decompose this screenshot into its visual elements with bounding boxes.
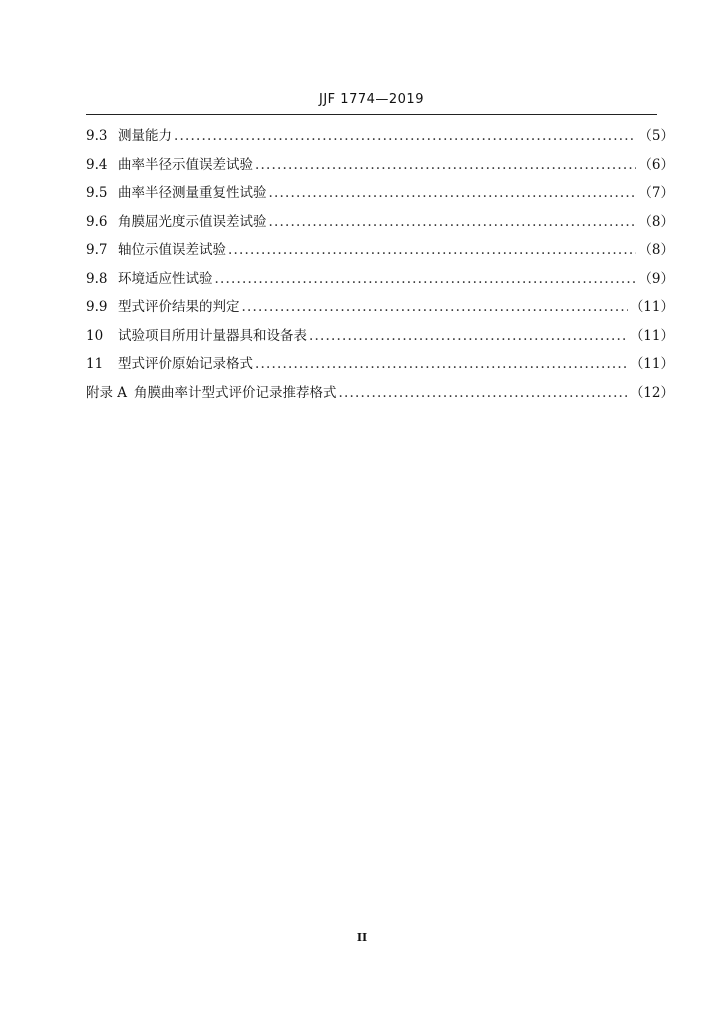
toc-entry-page: （8） [638, 242, 674, 258]
toc-entry-page: （5） [638, 128, 674, 144]
dot-leader [255, 157, 636, 173]
toc-entry-title: 角膜屈光度示值误差试验 [118, 213, 267, 230]
toc-entry-9-3[interactable] [86, 124, 674, 153]
toc-entry-11[interactable] [86, 352, 674, 381]
toc-entry-page: （9） [638, 270, 674, 287]
toc-entry-number: 附录 A [86, 384, 128, 401]
toc-entry-number: 9.8 [86, 270, 108, 287]
dot-leader [215, 271, 637, 287]
toc-entry-number: 9.9 [86, 299, 108, 315]
dot-leader [174, 128, 636, 144]
toc-entry-9-8[interactable] [86, 267, 674, 296]
toc-entry-9-6[interactable] [86, 210, 674, 239]
toc-entry-number: 9.6 [86, 213, 108, 230]
toc-entry-title: 型式评价原始记录格式 [118, 356, 253, 372]
toc-entry-page: （11） [629, 299, 674, 315]
toc-entry-page: （8） [638, 213, 674, 230]
dot-leader [269, 214, 637, 230]
dot-leader [309, 328, 628, 344]
toc-entry-10[interactable] [86, 324, 674, 353]
header-rule [86, 114, 657, 115]
dot-leader [242, 299, 628, 315]
toc-entry-page: （7） [638, 185, 674, 201]
toc-entry-title: 型式评价结果的判定 [118, 299, 240, 315]
toc-entry-title: 试验项目所用计量器具和设备表 [118, 327, 307, 344]
dot-leader [339, 385, 628, 401]
table-of-contents [86, 124, 674, 409]
dot-leader [228, 242, 636, 258]
toc-entry-page: （11） [629, 356, 674, 372]
toc-entry-number: 9.5 [86, 185, 108, 201]
toc-entry-number: 11 [86, 356, 104, 372]
toc-entry-title: 曲率半径示值误差试验 [118, 156, 253, 173]
document-header-code: JJF 1774—2019 [319, 92, 424, 107]
page-number: II [356, 931, 368, 944]
dot-leader [255, 356, 628, 372]
toc-entry-title: 轴位示值误差试验 [118, 242, 226, 258]
toc-entry-9-9[interactable] [86, 295, 674, 324]
toc-entry-title: 测量能力 [118, 128, 172, 144]
toc-entry-number: 9.3 [86, 128, 108, 144]
toc-entry-number: 9.4 [86, 156, 108, 173]
toc-entry-page: （6） [638, 156, 674, 173]
toc-entry-9-5[interactable] [86, 181, 674, 210]
toc-entry-title: 角膜曲率计型式评价记录推荐格式 [134, 384, 337, 401]
toc-entry-number: 9.7 [86, 242, 108, 258]
toc-entry-title: 曲率半径测量重复性试验 [118, 185, 267, 201]
toc-entry-9-4[interactable] [86, 153, 674, 182]
toc-entry-page: （12） [629, 384, 674, 401]
toc-entry-page: （11） [629, 327, 674, 344]
toc-entry-title: 环境适应性试验 [118, 270, 213, 287]
toc-entry-9-7[interactable] [86, 238, 674, 267]
toc-entry-number: 10 [86, 327, 104, 344]
toc-entry-appendix-a[interactable] [86, 381, 674, 410]
dot-leader [269, 185, 637, 201]
